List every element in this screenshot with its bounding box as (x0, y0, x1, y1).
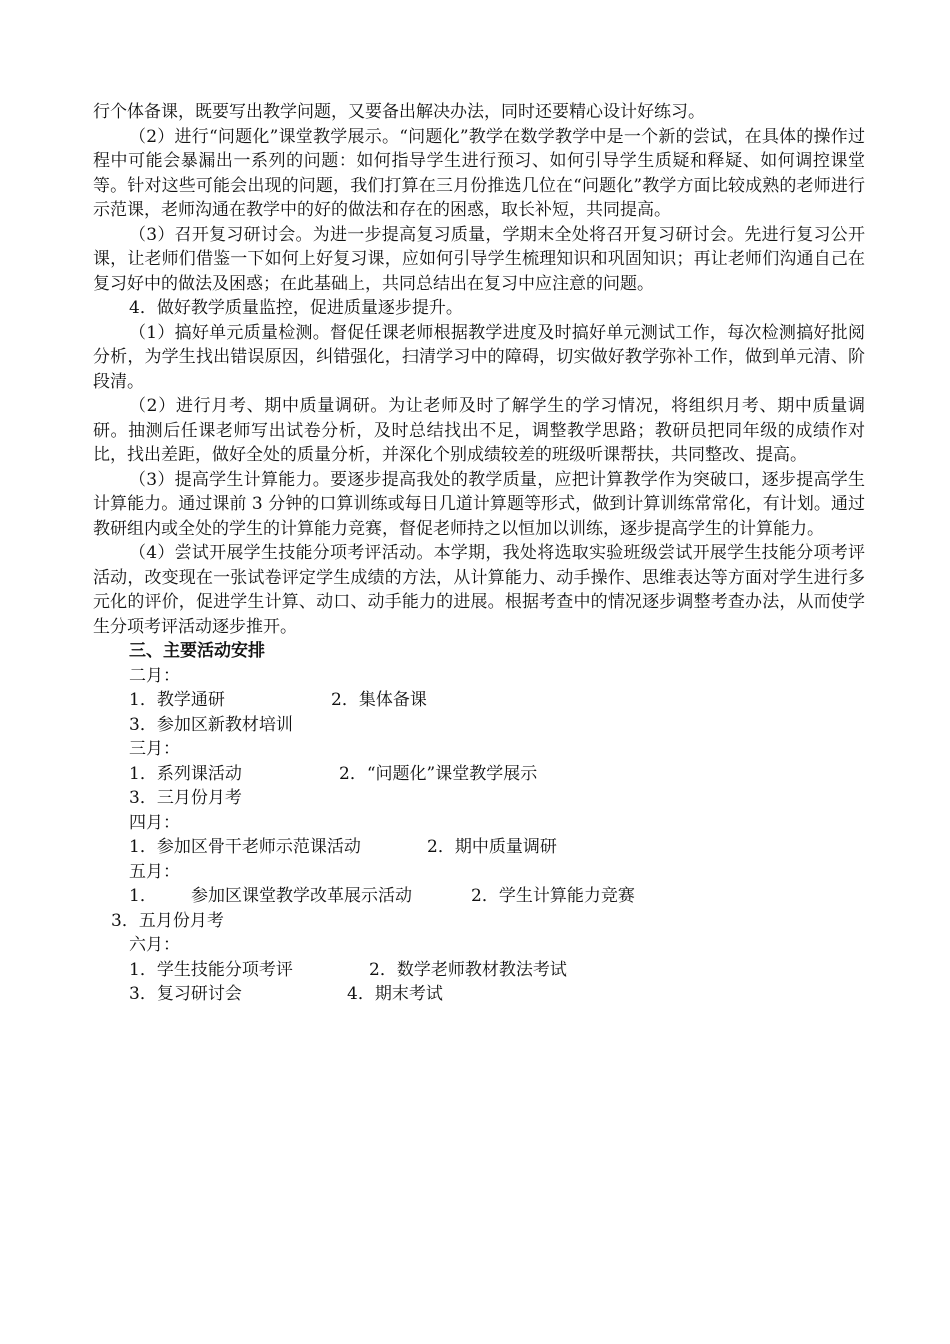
paragraph-review-seminar: （3）召开复习研讨会。为进一步提高复习质量，学期末全处将召开复习研讨会。先进行复习公开课，让老师们借鉴一下如何上好复习课，应如何引导学生梳理知识和巩固知识；再让老师们沟通自己在复习好中的做法及困惑；在此基础上，共同总结出在复习中应注意的问题。 (93, 224, 865, 294)
activity-row (93, 762, 865, 787)
activity-item: 3．参加区新教材培训 (129, 714, 293, 735)
activity-row (93, 835, 865, 860)
activity-item: 3．三月份月考 (129, 788, 242, 808)
activity-row (93, 713, 865, 738)
document-body (93, 100, 865, 1007)
paragraph-continuation: 行个体备课，既要写出教学问题，又要备出解决办法，同时还要精心设计好练习。 (93, 102, 705, 122)
activity-item: 参加区课堂教学改革展示活动 (191, 886, 412, 906)
paragraph-unit-testing: （1）搞好单元质量检测。督促任课老师根据教学进度及时搞好单元测试工作，每次检测搞好批阅分析，为学生找出错误原因，纠错强化，扫清学习中的障碍，切实做好教学弥补工作，做到单元清、阶段清。 (93, 322, 865, 392)
activity-item: 3．五月份月考 (111, 910, 224, 931)
month-label-apr: 四月： (129, 812, 180, 833)
activity-item: 1．参加区骨干老师示范课活动 (129, 837, 361, 857)
month-label-feb: 二月： (129, 665, 180, 686)
activity-item: 3．复习研讨会 (129, 984, 242, 1004)
month-label-mar: 三月： (129, 739, 180, 759)
paragraph-monthly-exams: （2）进行月考、期中质量调研。为让老师及时了解学生的学习情况，将组织月考、期中质量调研。抽测后任课老师写出试卷分析，及时总结找出不足，调整教学思路；教研员把同年级的成绩作对比，找出差距，做好全处的质量分析，并深化个别成绩较差的班级听课帮扶，共同整改、提高。 (93, 396, 865, 465)
month-label-jun: 六月： (129, 935, 180, 955)
activity-row (93, 958, 865, 983)
activity-item: 2．学生计算能力竞赛 (471, 886, 635, 906)
activity-item: 1．系列课活动 (129, 763, 242, 784)
month-label-may: 五月： (129, 861, 180, 882)
paragraph-skill-assessment: （4）尝试开展学生技能分项考评活动。本学期，我处将选取实验班级尝试开展学生技能分项考评活动，改变现在一张试卷评定学生成绩的方法，从计算能力、动手操作、思维表达等方面对学生进行多元化的评价，促进学生计算、动口、动手能力的进展。根据考查中的情况逐步调整考查办法，从而使学生分项考评活动逐步推开。 (93, 543, 865, 637)
activity-item: 4．期末考试 (347, 984, 443, 1004)
activity-item: 2．数学老师教材教法考试 (369, 959, 567, 980)
activity-row (93, 884, 865, 909)
activity-row (93, 786, 865, 811)
paragraph-calculation-ability: （3）提高学生计算能力。要逐步提高我处的教学质量，应把计算教学作为突破口，逐步提高学生计算能力。通过课前 3 分钟的口算训练或每日几道计算题等形式，做到计算训练常常化，有计划。通过教研组内或全处的学生的计算能力竞赛，督促老师持之以恒加以训练，逐步提高学生的计算能力。 (93, 469, 865, 539)
activity-item: 1．教学通研 (129, 690, 225, 710)
activity-item: 2．期中质量调研 (427, 837, 557, 857)
section-heading: 三、主要活动安排 (129, 641, 265, 661)
activity-row (93, 688, 865, 713)
activity-item: 2．“问题化”课堂教学展示 (339, 763, 538, 784)
activity-item: 1．学生技能分项考评 (129, 959, 293, 980)
activity-item: 2．集体备课 (331, 690, 427, 710)
paragraph-quality-monitoring: 4．做好教学质量监控，促进质量逐步提升。 (129, 298, 463, 318)
activity-number: 1． (129, 886, 157, 906)
paragraph-problem-based-teaching: （2）进行“问题化”课堂教学展示。“问题化”教学在数学教学中是一个新的尝试，在具体的操作过程中可能会暴漏出一系列的问题：如何指导学生进行预习、如何引导学生质疑和释疑、如何调控课堂等。针对这些可能会出现的问题，我们打算在三月份推选几位在“问题化”教学方面比较成熟的老师进行示范课，老师沟通在教学中的好的做法和存在的困惑，取长补短，共同提高。 (93, 126, 865, 220)
activity-row (93, 982, 865, 1007)
